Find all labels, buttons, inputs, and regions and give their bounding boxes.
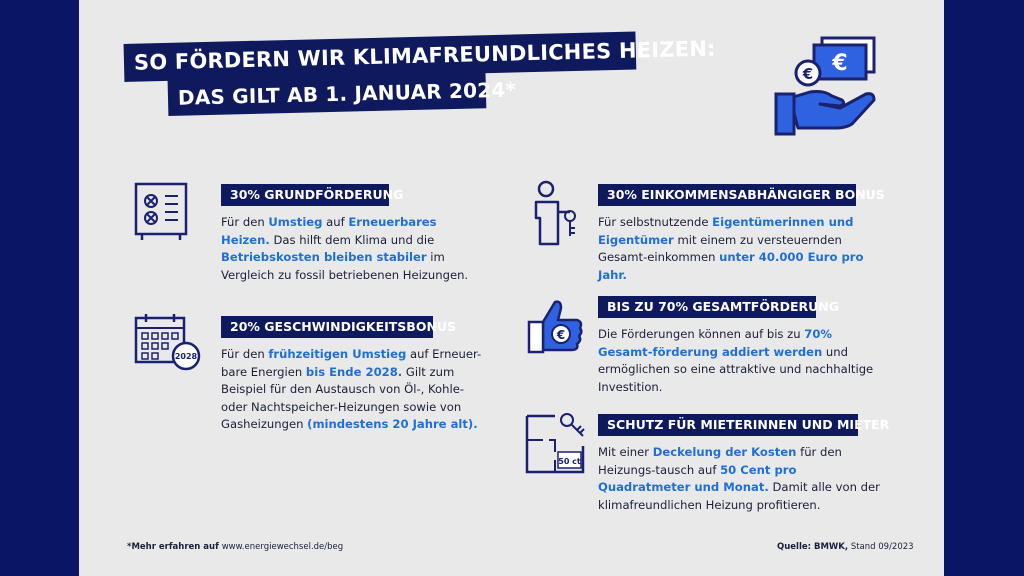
footer-source: Quelle: BMWK, Stand 09/2023	[777, 542, 914, 552]
hand-money-icon	[770, 28, 882, 140]
floorplan-key-icon	[525, 410, 587, 474]
text-mieterschutz: Mit einer Deckelung der Kosten für den Heizungs-tausch auf 50 Cent pro Quadratmeter und Monat. Damit alle von der klimafreundlichen Heizung profitieren.	[598, 445, 880, 512]
heading-mieterschutz: SCHUTZ FÜR MIETERINNEN UND MIETER	[598, 414, 858, 436]
calendar-icon	[134, 312, 202, 372]
footer-more-info: *Mehr erfahren auf www.energiewechsel.de/beg	[127, 542, 344, 552]
heading-geschwindigkeitsbonus: 20% GESCHWINDIGKEITSBONUS	[221, 316, 433, 338]
heading-einkommensbonus: 30% EINKOMMENSABHÄNGIGER BONUS	[598, 184, 856, 206]
person-key-icon	[532, 180, 582, 248]
euro-symbol: €	[832, 51, 848, 76]
heading-gesamtfoerderung: BIS ZU 70% GESAMTFÖRDERUNG	[598, 296, 816, 318]
coin-euro: €	[802, 65, 814, 83]
title-line-2: DAS GILT AB 1. JANUAR 2024*	[168, 72, 487, 116]
title-line-1: SO FÖRDERN WIR KLIMAFREUNDLICHES HEIZEN:	[124, 31, 637, 81]
heading-grundfoerderung: 30% GRUNDFÖRDERUNG	[221, 184, 389, 206]
text-grundfoerderung: Für den Umstieg auf Erneuerbares Heizen. Das hilft dem Klima und die Betriebskosten bleiben stabiler im Vergleich zu fossil betriebenen Heizungen.	[221, 215, 469, 282]
cost-label: 50 ct	[558, 457, 581, 466]
footer-link[interactable]: www.energiewechsel.de/beg	[221, 542, 344, 552]
heating-unit-icon	[134, 182, 188, 242]
thumb-euro: €	[556, 328, 566, 342]
thumbs-up-icon	[527, 296, 585, 354]
calendar-year: 2028	[174, 352, 198, 361]
text-gesamtfoerderung: Die Förderungen können auf bis zu 70% Gesamt-förderung addiert werden und ermöglichen so eine attraktive und nachhaltige Investition.	[598, 327, 874, 394]
text-geschwindigkeitsbonus: Für den frühzeitigen Umstieg auf Erneuer-bare Energien bis Ende 2028. Gilt zum Beispiel für den Austausch von Öl-, Kohle- oder Nachtspeicher-Heizungen sowie von Gasheizungen (mindestens 20 Jahre alt).	[221, 347, 482, 431]
text-einkommensbonus: Für selbstnutzende Eigentümerinnen und Eigentümer mit einem zu versteuernden Gesamt-einkommen unter 40.000 Euro pro Jahr.	[598, 215, 864, 282]
